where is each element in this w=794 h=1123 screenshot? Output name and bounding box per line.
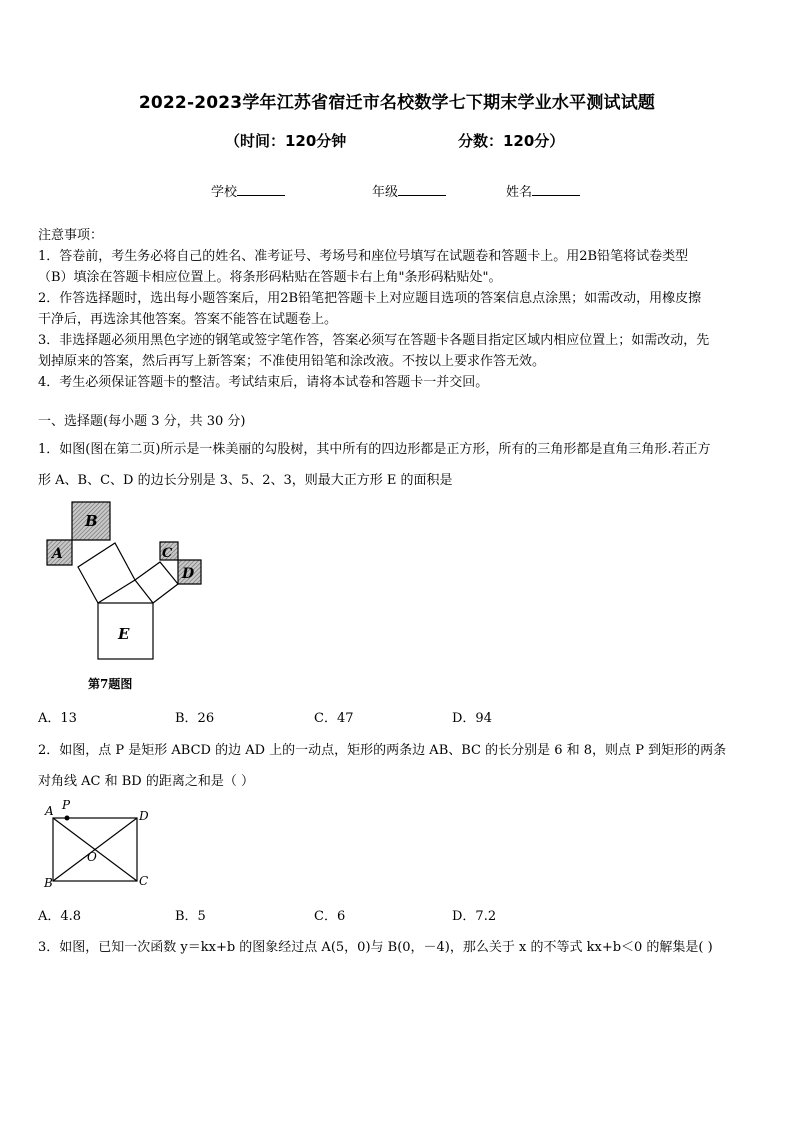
point-p (65, 816, 70, 821)
school-blank (237, 183, 285, 196)
q1-text-line1: 1．如图(图在第二页)所示是一株美丽的勾股树，其中所有的四边形都是正方形，所有的三角形都是直角三角形.若正方 (38, 442, 711, 457)
label-c: C (162, 546, 173, 561)
school-field (211, 181, 285, 200)
name-label: 姓名 (506, 185, 533, 200)
q3-text-line1: 3．如图，已知一次函数 y＝kx+b 的图象经过点 A(5，0)与 B(0，－4)，那么关于 x 的不等式 kx+b＜0 的解集是( ) (38, 940, 713, 955)
label-o: O (87, 850, 97, 864)
label-d: D (139, 809, 149, 823)
q2-option-c[interactable]: C．6 (314, 909, 346, 924)
q1-option-d[interactable]: D．94 (452, 711, 492, 726)
note-line: 4．考生必须保证答题卡的整洁。考试结束后，请将本试卷和答题卡一并交回。 (38, 375, 489, 390)
grade-blank (398, 183, 446, 196)
q1-option-b[interactable]: B．26 (175, 711, 215, 726)
right-square (135, 562, 178, 603)
q2-option-a[interactable]: A．4.8 (38, 909, 82, 924)
figure-caption: 第7题图 (88, 677, 133, 691)
grade-field (372, 181, 446, 200)
label-p: P (62, 798, 71, 812)
exam-time: （时间：120分钟 (225, 132, 347, 150)
note-line: 划掉原来的答案，然后再写上新答案；不准使用铅笔和涂改液。不按以上要求作答无效。 (38, 354, 546, 369)
q1-text-line2: 形 A、B、C、D 的边长分别是 3、5、2、3，则最大正方形 E 的面积是 (38, 473, 453, 488)
notes-heading: 注意事项： (38, 228, 104, 243)
label-e: E (118, 625, 130, 643)
school-label: 学校 (211, 185, 238, 200)
label-d: D (182, 566, 195, 582)
grade-label: 年级 (372, 185, 399, 200)
pythagoras-tree-figure (40, 498, 210, 694)
label-a: A (52, 546, 63, 562)
page-title: 2022-2023学年江苏省宿迁市名校数学七下期末学业水平测试试题 (138, 93, 656, 113)
q2-option-b[interactable]: B．5 (175, 909, 206, 924)
q1-option-a[interactable]: A．13 (38, 711, 77, 726)
label-c: C (139, 874, 149, 888)
note-line: （B）填涂在答题卡相应位置上。将条形码粘贴在答题卡右上角"条形码粘贴处"。 (38, 270, 502, 285)
left-square (78, 543, 135, 603)
note-line: 干净后，再选涂其他答案。答案不能答在试题卷上。 (38, 312, 338, 327)
q2-text-line1: 2．如图，点 P 是矩形 ABCD 的边 AD 上的一动点，矩形的两条边 AB、BC 的长分别是 6 和 8，则点 P 到矩形的两条 (38, 743, 727, 758)
name-field (506, 181, 580, 200)
label-a: A (45, 804, 54, 818)
q2-option-d[interactable]: D．7.2 (452, 909, 497, 924)
note-line: 3．非选择题必须用黑色字迹的钢笔或签字笔作答，答案必须写在答题卡各题目指定区域内相应位置上；如需改动，先 (38, 333, 710, 348)
rectangle-figure (40, 796, 160, 892)
section-heading: 一、选择题(每小题 3 分，共 30 分) (38, 414, 246, 429)
name-blank (532, 183, 580, 196)
label-b: B (85, 512, 98, 530)
q2-text-line2: 对角线 AC 和 BD 的距离之和是（ ） (38, 774, 254, 789)
q1-option-c[interactable]: C．47 (314, 711, 354, 726)
label-b: B (44, 876, 53, 890)
exam-score: 分数：120分） (458, 132, 565, 150)
note-line: 1．答卷前，考生务必将自己的姓名、准考证号、考场号和座位号填写在试题卷和答题卡上。用2B铅笔将试卷类型 (38, 249, 689, 264)
note-line: 2．作答选择题时，选出每小题答案后，用2B铅笔把答题卡上对应题目选项的答案信息点涂黑；如需改动，用橡皮擦 (38, 291, 702, 306)
